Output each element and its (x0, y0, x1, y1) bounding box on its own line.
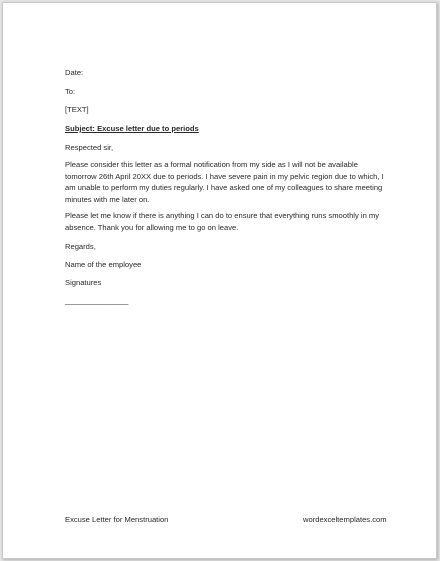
signature-label: Signatures (65, 278, 102, 287)
date-label: Date: (65, 68, 84, 77)
body-paragraph-1: Please consider this letter as a formal notification from my side as I will not be available tomorrow 26th April 20XX due to periods. I have severe pain in my pelvic region due to which, I am unable to perform my duties regularly. I have asked one of my colleagues to share meeting minutes with me later on. (65, 160, 384, 204)
footer-title: Excuse Letter for Menstruation (65, 515, 169, 524)
salutation: Respected sir, (65, 143, 114, 152)
to-label: To: (65, 87, 76, 96)
signature-line: _______________ (65, 296, 129, 305)
closing: Regards, (65, 242, 96, 251)
footer-website: wordexceltemplates.com (303, 515, 387, 524)
body-paragraph-2: Please let me know if there is anything I can do to ensure that everything runs smoothly in my absence. Thank you for allowing me to go on leave. (65, 211, 380, 232)
subject-line: Subject: Excuse letter due to periods (65, 124, 199, 133)
recipient-placeholder: [TEXT] (65, 105, 89, 114)
document-page (2, 2, 437, 559)
employee-name: Name of the employee (65, 260, 142, 269)
